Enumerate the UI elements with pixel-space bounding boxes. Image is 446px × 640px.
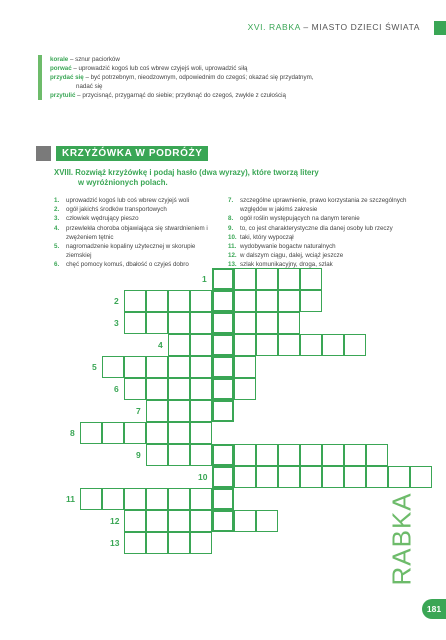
crossword-cell[interactable]	[124, 312, 146, 334]
crossword-cell-highlight[interactable]	[212, 400, 234, 422]
crossword-cell[interactable]	[256, 312, 278, 334]
crossword-row-number: 2	[114, 296, 119, 306]
header-prefix: XVI. RABKA	[247, 22, 301, 32]
crossword-cell[interactable]	[278, 466, 300, 488]
crossword-cell[interactable]	[410, 466, 432, 488]
crossword-cell[interactable]	[300, 466, 322, 488]
crossword-cell[interactable]	[168, 488, 190, 510]
crossword-row-number: 10	[198, 472, 208, 482]
crossword-cell[interactable]	[256, 510, 278, 532]
crossword-cell[interactable]	[124, 356, 146, 378]
crossword-row-number: 3	[114, 318, 119, 328]
clue-item: 8. ogół roślin występujących na danym terenie	[228, 215, 360, 223]
glossary-item: przytulić – przycisnąć, przygarnąć do siebie; przytknąć do czegoś, zwykle z czułością	[50, 92, 286, 100]
crossword-cell[interactable]	[300, 444, 322, 466]
crossword-cell[interactable]	[124, 422, 146, 444]
crossword-cell[interactable]	[322, 334, 344, 356]
crossword-cell[interactable]	[278, 312, 300, 334]
crossword-cell[interactable]	[366, 466, 388, 488]
crossword-cell[interactable]	[124, 532, 146, 554]
crossword-cell[interactable]	[256, 444, 278, 466]
crossword-cell[interactable]	[300, 268, 322, 290]
crossword-cell[interactable]	[124, 290, 146, 312]
clue-item: 6. chęć pomocy komuś, dbałość o czyjeś dobro	[54, 261, 189, 269]
crossword-row-number: 5	[92, 362, 97, 372]
crossword-row-number: 7	[136, 406, 141, 416]
page-number: 181	[422, 599, 446, 619]
crossword-cell[interactable]	[146, 290, 168, 312]
crossword-cell[interactable]	[190, 378, 212, 400]
crossword-cell[interactable]	[234, 378, 256, 400]
crossword-cell[interactable]	[190, 290, 212, 312]
crossword-cell-highlight[interactable]	[212, 444, 234, 466]
crossword-cell[interactable]	[190, 312, 212, 334]
crossword-cell[interactable]	[234, 312, 256, 334]
crossword-cell[interactable]	[146, 444, 168, 466]
header-suffix: – MIASTO DZIECI ŚWIATA	[300, 22, 420, 32]
crossword-cell[interactable]	[80, 488, 102, 510]
crossword-cell[interactable]	[168, 356, 190, 378]
crossword-cell[interactable]	[168, 400, 190, 422]
crossword-cell[interactable]	[190, 400, 212, 422]
crossword-cell[interactable]	[278, 444, 300, 466]
crossword-cell[interactable]	[344, 466, 366, 488]
section-title: KRZYŻÓWKA W PODRÓŻY	[56, 146, 208, 161]
side-label: RABKA	[386, 492, 417, 586]
crossword-cell[interactable]	[256, 334, 278, 356]
crossword-cell[interactable]	[124, 510, 146, 532]
clue-item: 7. szczególne uprawnienie, prawo korzystania ze szczególnych względów w jakimś zakresie	[228, 197, 407, 214]
crossword-row-number: 1	[202, 274, 207, 284]
clues-right	[228, 196, 418, 270]
crossword-cell[interactable]	[190, 510, 212, 532]
crossword-cell[interactable]	[234, 290, 256, 312]
crossword-row-number: 12	[110, 516, 120, 526]
crossword-row-number: 6	[114, 384, 119, 394]
glossary-item: porwać – uprowadzić kogoś lub coś wbrew czyjejś woli, uprowadzić siłą	[50, 65, 248, 73]
clue-item: 2. ogół jakichś środków transportowych	[54, 206, 167, 214]
crossword-cell[interactable]	[102, 422, 124, 444]
crossword-cell[interactable]	[146, 312, 168, 334]
task-instruction: XVIII. Rozwiąż krzyżówkę i podaj hasło (dwa wyrazy), które tworzą litery w wyróżnionych polach.	[54, 168, 319, 187]
crossword-cell-highlight[interactable]	[212, 378, 234, 400]
crossword-cell-highlight[interactable]	[212, 466, 234, 488]
crossword-cell[interactable]	[146, 488, 168, 510]
crossword-cell[interactable]	[146, 532, 168, 554]
clue-item: 9. to, co jest charakterystyczne dla danej osoby lub rzeczy	[228, 224, 393, 232]
glossary-item: przydać się – być potrzebnym, nieodzownym, odpowiednim do czegoś; okazać się przydatnym, nadać się	[50, 74, 314, 91]
crossword-cell[interactable]	[146, 356, 168, 378]
clues-left	[54, 196, 219, 270]
glossary-item: korale – sznur paciorków	[50, 56, 120, 63]
crossword-cell[interactable]	[344, 444, 366, 466]
clue-item: 10. taki, który wypoczął	[228, 233, 294, 241]
crossword-cell-highlight[interactable]	[212, 488, 234, 510]
crossword-row-number: 4	[158, 340, 163, 350]
crossword-cell[interactable]	[234, 268, 256, 290]
crossword-cell[interactable]	[190, 444, 212, 466]
crossword-cell[interactable]	[278, 334, 300, 356]
crossword-cell-highlight[interactable]	[212, 510, 234, 532]
crossword-row-number: 9	[136, 450, 141, 460]
glossary	[38, 55, 420, 100]
crossword-cell[interactable]	[168, 312, 190, 334]
clue-item: 4. przewlekła choroba objawiająca się stwardnieniem i zwężeniem tętnic	[54, 224, 208, 241]
crossword-cell[interactable]	[234, 444, 256, 466]
crossword-cell[interactable]	[80, 422, 102, 444]
crossword-cell[interactable]	[168, 422, 190, 444]
crossword-cell-highlight[interactable]	[212, 334, 234, 356]
crossword-cell[interactable]	[146, 378, 168, 400]
crossword-row-number: 13	[110, 538, 120, 548]
crossword-row-number: 11	[66, 494, 75, 504]
crossword-row-number: 8	[70, 428, 75, 438]
crossword-cell[interactable]	[300, 290, 322, 312]
crossword-cell[interactable]	[388, 466, 410, 488]
clue-item: 5. nagromadzenie kopaliny użytecznej w skorupie ziemskiej	[54, 243, 196, 260]
crossword-cell[interactable]	[344, 334, 366, 356]
crossword-cell[interactable]	[322, 444, 344, 466]
crossword-cell[interactable]	[190, 422, 212, 444]
crossword-cell[interactable]	[256, 290, 278, 312]
clue-item: 11. wydobywanie bogactw naturalnych	[228, 243, 336, 251]
task-label: XVIII.	[54, 168, 74, 177]
clue-item: 1. uprowadzić kogoś lub coś wbrew czyjejś woli	[54, 197, 190, 204]
crossword-cell[interactable]	[168, 290, 190, 312]
crossword-cell[interactable]	[146, 422, 168, 444]
crossword-cell[interactable]	[146, 400, 168, 422]
crossword-cell[interactable]	[124, 488, 146, 510]
crossword-cell-highlight[interactable]	[212, 356, 234, 378]
crossword-cell[interactable]	[322, 466, 344, 488]
crossword-cell[interactable]	[102, 356, 124, 378]
crossword-cell[interactable]	[168, 444, 190, 466]
crossword-cell[interactable]	[190, 488, 212, 510]
crossword-cell[interactable]	[300, 334, 322, 356]
crossword-cell[interactable]	[190, 532, 212, 554]
crossword-cell[interactable]	[234, 356, 256, 378]
crossword-cell[interactable]	[278, 290, 300, 312]
crossword-cell[interactable]	[256, 268, 278, 290]
crossword-cell[interactable]	[278, 268, 300, 290]
crossword-cell-highlight[interactable]	[212, 312, 234, 334]
clue-item: 13. szlak komunikacyjny, droga, szlak	[228, 261, 333, 269]
section-marker	[36, 146, 51, 161]
crossword-cell[interactable]	[234, 466, 256, 488]
crossword-cell-highlight[interactable]	[212, 290, 234, 312]
crossword-cell[interactable]	[146, 510, 168, 532]
crossword-cell[interactable]	[256, 466, 278, 488]
crossword-cell-highlight[interactable]	[212, 268, 234, 290]
crossword-cell[interactable]	[366, 444, 388, 466]
clue-item: 12. w dalszym ciągu, dalej, wciąż jeszcze	[228, 252, 344, 260]
crossword-cell[interactable]	[168, 334, 190, 356]
clue-item: 3. człowiek wędrujący pieszo	[54, 215, 139, 223]
crossword-cell[interactable]	[168, 378, 190, 400]
crossword-cell[interactable]	[234, 510, 256, 532]
crossword-cell[interactable]	[190, 356, 212, 378]
crossword-cell[interactable]	[102, 488, 124, 510]
crossword-cell[interactable]	[168, 510, 190, 532]
crossword-cell[interactable]	[190, 334, 212, 356]
crossword-cell[interactable]	[234, 334, 256, 356]
crossword-cell[interactable]	[168, 532, 190, 554]
crossword-cell[interactable]	[124, 378, 146, 400]
page-header	[248, 22, 420, 32]
header-accent-bar	[434, 21, 446, 35]
